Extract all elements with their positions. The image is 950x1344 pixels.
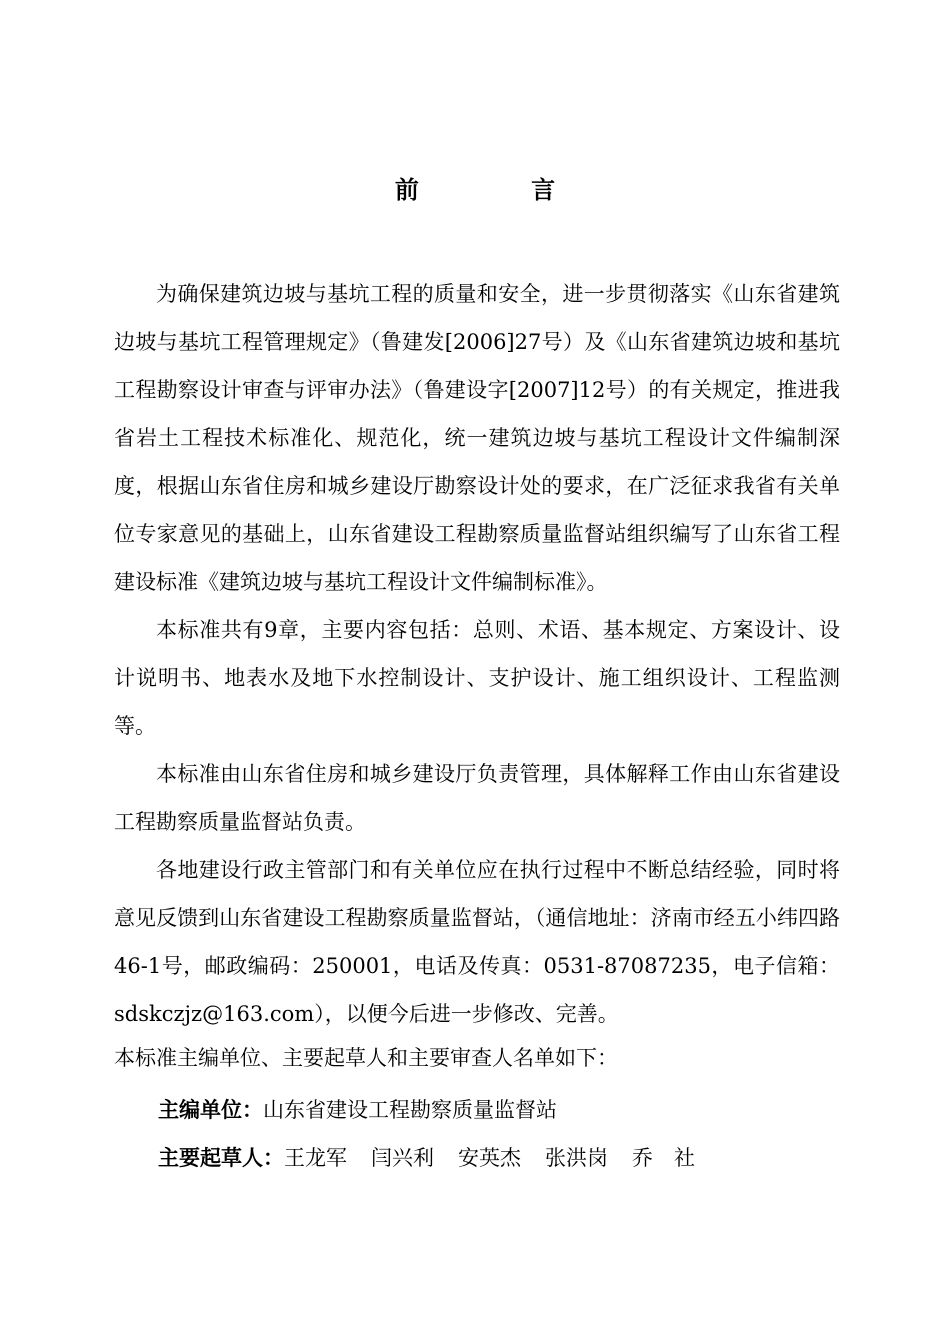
drafter-name: 王龙军 bbox=[284, 1146, 347, 1170]
drafter-name: 闫兴利 bbox=[371, 1146, 434, 1170]
drafter-name: 乔 社 bbox=[632, 1146, 695, 1170]
document-body bbox=[114, 270, 840, 1182]
paragraph-management: 本标准由山东省住房和城乡建设厅负责管理，具体解释工作由山东省建设工程勘察质量监督站负责。 bbox=[114, 762, 840, 834]
paragraph-feedback: 各地建设行政主管部门和有关单位应在执行过程中不断总结经验，同时将意见反馈到山东省建设工程勘察质量监督站，（通信地址：济南市经五小纬四路46-1号，邮政编码：250001，电话及传真：0531-87087235，电子信箱：sdskczjz@163.com），以便今后进一步修改、完善。 bbox=[114, 858, 840, 1026]
drafters-label: 主要起草人： bbox=[158, 1145, 284, 1170]
page-title: 前 言 bbox=[394, 175, 608, 204]
paragraph-list-intro: 本标准主编单位、主要起草人和主要审查人名单如下： bbox=[114, 1046, 618, 1070]
drafter-name: 张洪岗 bbox=[545, 1146, 608, 1170]
paragraph-contents: 本标准共有9章，主要内容包括：总则、术语、基本规定、方案设计、设计说明书、地表水及地下水控制设计、支护设计、施工组织设计、工程监测等。 bbox=[114, 618, 840, 738]
chief-unit-label: 主编单位： bbox=[158, 1097, 263, 1122]
chief-unit-value: 山东省建设工程勘察质量监督站 bbox=[263, 1098, 557, 1122]
paragraph-purpose: 为确保建筑边坡与基坑工程的质量和安全，进一步贯彻落实《山东省建筑边坡与基坑工程管理规定》（鲁建发[2006]27号）及《山东省建筑边坡和基坑工程勘察设计审查与评审办法》（鲁建设字[2007]12号）的有关规定，推进我省岩土工程技术标准化、规范化，统一建筑边坡与基坑工程设计文件编制深度，根据山东省住房和城乡建设厅勘察设计处的要求，在广泛征求我省有关单位专家意见的基础上，山东省建设工程勘察质量监督站组织编写了山东省工程建设标准《建筑边坡与基坑工程设计文件编制标准》。 bbox=[114, 282, 840, 594]
drafters-line bbox=[114, 1134, 840, 1182]
roster bbox=[114, 1086, 840, 1182]
drafter-name: 安英杰 bbox=[458, 1146, 521, 1170]
chief-unit-line bbox=[114, 1086, 840, 1134]
